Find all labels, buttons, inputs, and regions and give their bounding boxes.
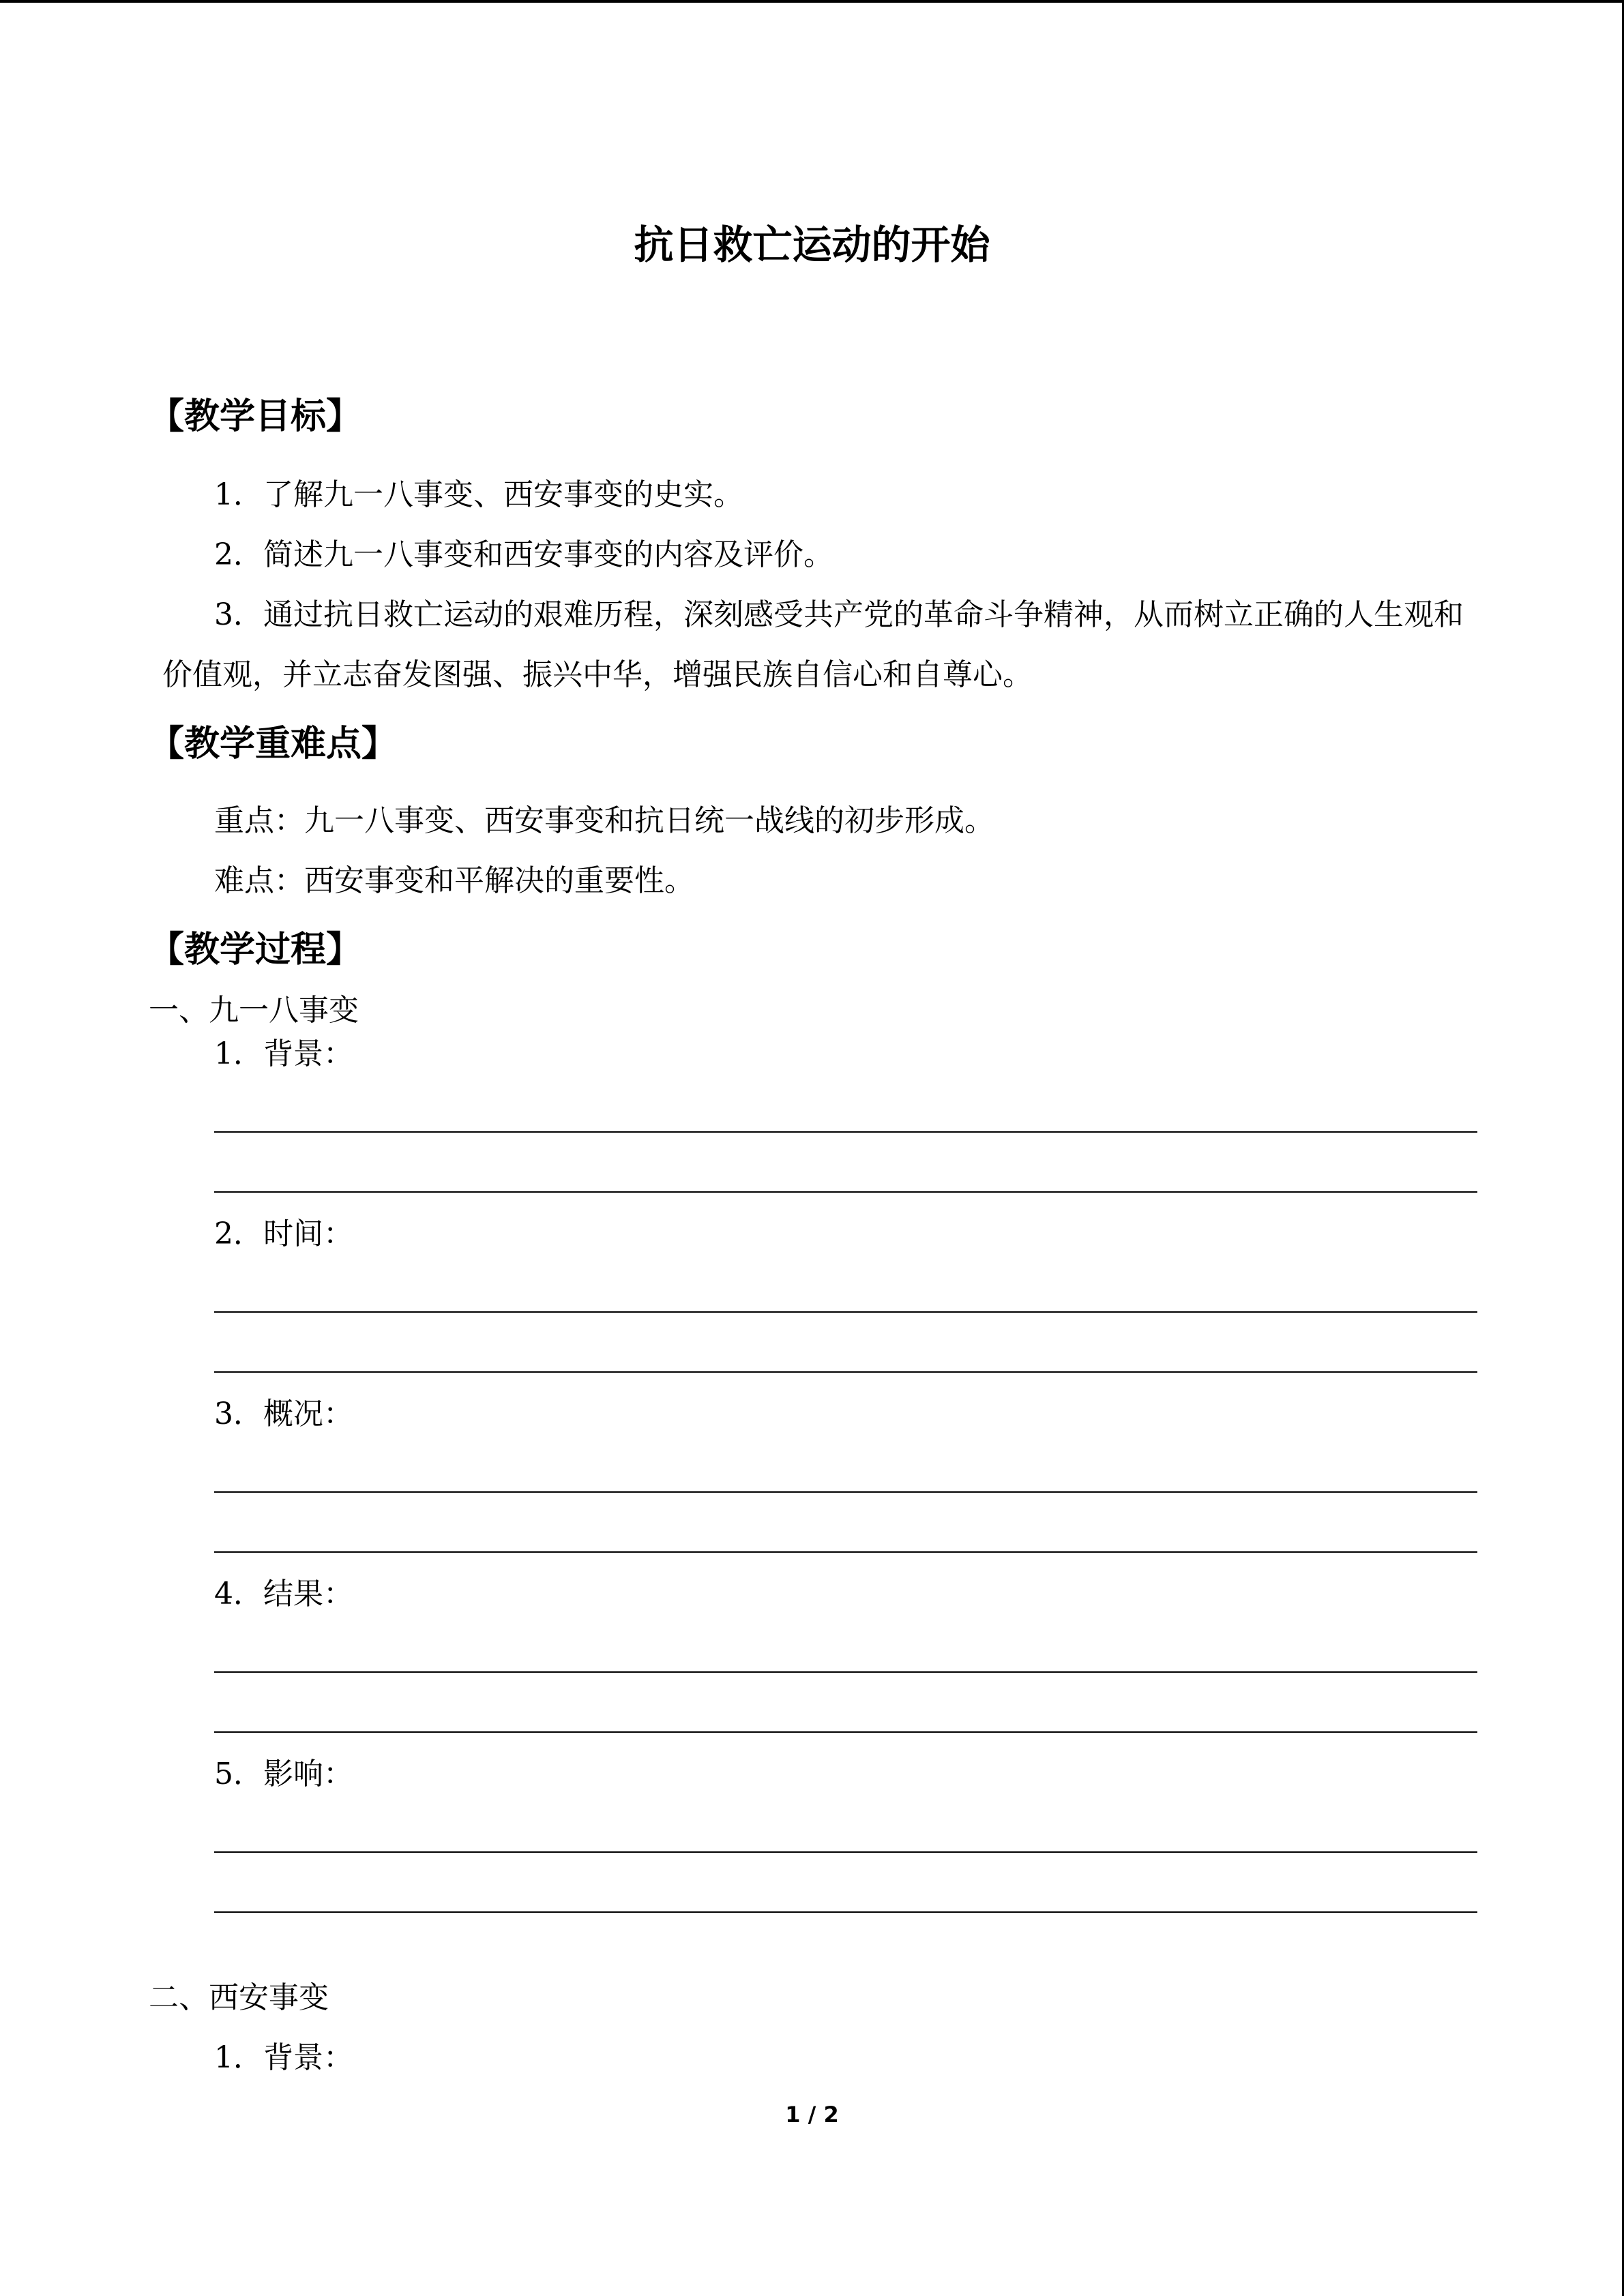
answer-line[interactable]	[214, 1311, 1477, 1313]
answer-line[interactable]	[214, 1191, 1477, 1193]
section-1-item-impact: 5．影响：	[214, 1757, 353, 1791]
answer-line[interactable]	[214, 1911, 1477, 1913]
answer-line[interactable]	[214, 1371, 1477, 1373]
answer-line[interactable]	[214, 1851, 1477, 1853]
section-2-item-background: 1．背景：	[214, 2040, 353, 2075]
objective-item-3: 3．通过抗日救亡运动的艰难历程，深刻感受共产党的革命斗争精神，从而树立正确的人生观和价值观，并立志奋发图强、振兴中华，增强民族自信心和自尊心。	[162, 597, 1464, 692]
page-title: 抗日救亡运动的开始	[634, 222, 990, 268]
section-1-item-overview: 3．概况：	[214, 1397, 353, 1431]
key-point-focus: 重点：九一八事变、西安事变和抗日统一战线的初步形成。	[214, 803, 994, 838]
section-1-item-result: 4．结果：	[214, 1577, 353, 1611]
key-point-difficulty: 难点：西安事变和平解决的重要性。	[214, 863, 694, 898]
section-1-item-time: 2．时间：	[214, 1217, 353, 1251]
answer-line[interactable]	[214, 1551, 1477, 1553]
page-top-border	[0, 0, 1624, 3]
process-heading: 【教学过程】	[149, 929, 362, 970]
key-points-heading: 【教学重难点】	[149, 724, 398, 764]
objective-item-2: 2．简述九一八事变和西安事变的内容及评价。	[214, 537, 833, 572]
section-2-title: 二、西安事变	[149, 1980, 329, 2015]
section-1-title: 一、九一八事变	[149, 993, 359, 1028]
answer-line[interactable]	[214, 1491, 1477, 1493]
objectives-heading: 【教学目标】	[149, 396, 362, 437]
page-number: 1 / 2	[785, 2102, 839, 2128]
section-1-item-background: 1．背景：	[214, 1037, 353, 1071]
answer-line[interactable]	[214, 1731, 1477, 1733]
answer-line[interactable]	[214, 1131, 1477, 1133]
answer-line[interactable]	[214, 1671, 1477, 1673]
objective-item-1: 1．了解九一八事变、西安事变的史实。	[214, 477, 743, 512]
